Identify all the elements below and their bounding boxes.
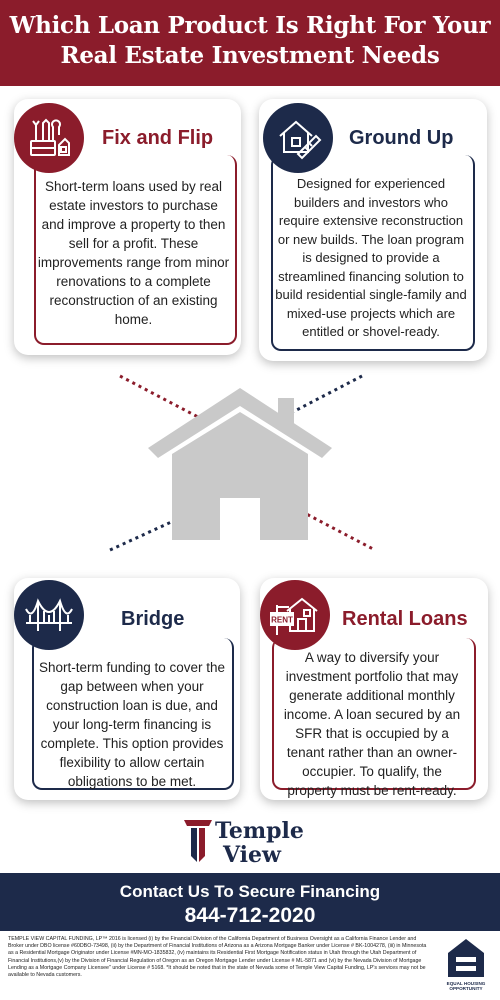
bridge-body: Short-term funding to cover the gap between when your construction loan is due, and your long-term financing is complete. This option provides flexibility to allow certain obligations to be met.	[38, 660, 226, 789]
legal-disclaimer: TEMPLE VIEW CAPITAL FUNDING, LP™ 2016 is licensed (i) by the Financial Division of the California Department of Business Oversight as a California Finance Lender and Broker under DBO license #60DBO-73498, (ii) by the Department of Financial Institutions of Arizona as a Arizona Mortgage Banker under License # BK-1004278, (iii) in Minnesota as a Residential Mortgage Originator under License #MN-MO-1835832, (iv) maintains its Residential First Mortgage Notification status in Utah through the Utah Department of Financial Institutions,(v) by the Division of Financial Regulation of Oregon as an Oregon Mortgage Lender under License # ML-5871 and (vi) by the Nevada Division of Mortgage Lending as a Mortgage Company Licensee" under License # 5168. *It should be noted that in the state of Nevada some of Temple View Capital Funding, LP's services may not be available to Nevada customers.	[8, 936, 427, 979]
header-banner	[0, 0, 500, 86]
header-title-line2: Real Estate Investment Needs	[60, 42, 440, 69]
temple-view-logo	[183, 818, 323, 868]
ground-up-card	[259, 99, 487, 361]
rental-loans-title: Rental Loans	[342, 608, 468, 630]
blueprint-house-icon	[263, 103, 333, 173]
equal-housing-icon	[446, 937, 486, 979]
contact-cta: Contact Us To Secure Financing	[119, 882, 381, 901]
ground-up-title: Ground Up	[349, 127, 454, 149]
equal-housing-logo	[441, 937, 491, 993]
tools-icon	[14, 103, 84, 173]
rental-loans-card	[260, 578, 488, 800]
central-house-graphic	[100, 368, 400, 568]
bridge-title: Bridge	[121, 608, 185, 630]
rent-sign-text: RENT	[271, 615, 293, 625]
logo-word-view: View	[223, 842, 281, 868]
temple-view-mark-icon	[183, 818, 213, 866]
contact-banner	[0, 873, 500, 931]
house-chimney	[278, 398, 294, 428]
logo-word-temple: Temple	[215, 818, 304, 844]
fix-flip-card	[14, 99, 241, 355]
bridge-icon	[14, 580, 84, 650]
header-title-line1: Which Loan Product Is Right For Your	[9, 12, 491, 39]
fix-flip-title: Fix and Flip	[102, 127, 214, 149]
bridge-card	[14, 578, 240, 800]
rental-loans-body: A way to diversify your investment portfolio that may generate additional monthly income. A loan secured by an SFR that is occupied by a tenant rather than an owner-occupier. To qualify, the property must be rent-ready.	[283, 650, 461, 798]
fix-flip-body: Short-term loans used by real estate investors to purchase and improve a property to then sell for a profit. These improvements range from minor renovations to a complete reconstruction of an existing home.	[37, 179, 230, 327]
ground-up-body: Designed for experienced builders and investors who require extensive reconstruction or new builds. The loan program is designed to provide a streamlined financing solution to build residential single-family and mixed-use projects which are entitled or shovel-ready.	[275, 176, 467, 339]
rent-sign-house-icon	[260, 580, 330, 650]
equal-housing-label: EQUAL HOUSING OPPORTUNITY	[446, 981, 486, 991]
contact-phone[interactable]: 844-712-2020	[184, 904, 316, 927]
